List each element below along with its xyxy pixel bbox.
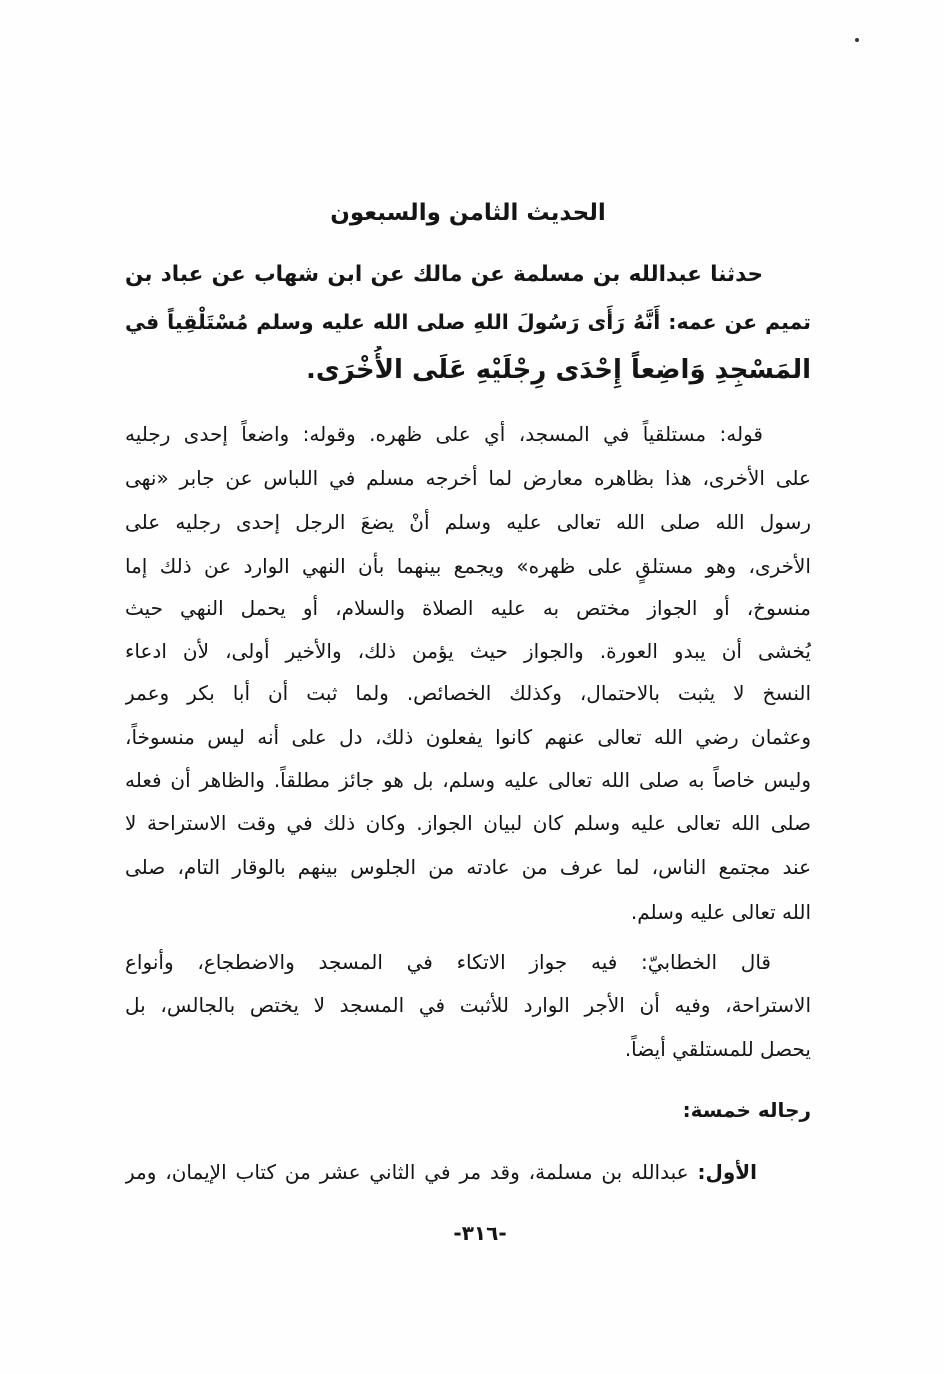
commentary-line: صلى الله تعالى عليه وسلم كان لبيان الجواز. وكان ذلك في وقت الاستراحة لا bbox=[125, 811, 811, 835]
khattabi-line: يحصل للمستلقي أيضاً. bbox=[624, 1037, 811, 1061]
narrators-heading: رجاله خمسة: bbox=[682, 1098, 811, 1122]
khattabi-line: قال الخطابيّ: فيه جواز الاتكاء في المسجد والاضطجاع، وأنواع bbox=[125, 950, 771, 974]
commentary-line: قوله: مستلقياً في المسجد، أي على ظهره. وقوله: واضعاً إحدى رجليه bbox=[125, 422, 763, 446]
commentary-line: وعثمان رضي الله تعالى عنهم كانوا يفعلون ذلك، دل على أنه ليس منسوخاً، bbox=[125, 725, 811, 749]
first-narrator-line bbox=[125, 1151, 811, 1193]
khattabi-line: الاستراحة، وفيه أن الأجر الوارد للأثبت في المسجد لا يختص بالجالس، بل bbox=[125, 993, 811, 1017]
commentary-line: الأخرى، وهو مستلقٍ على ظهره» ويجمع بينهما بأن النهي الوارد عن ذلك إما bbox=[125, 554, 811, 578]
commentary-line: الله تعالى عليه وسلم. bbox=[630, 900, 811, 924]
commentary-line: النسخ لا يثبت بالاحتمال، وكذلك الخصائص. ولما ثبت أن أبا بكر وعمر bbox=[125, 681, 811, 705]
hadith-line: حدثنا عبدالله بن مسلمة عن مالك عن ابن شهاب عن عباد بن bbox=[125, 262, 763, 287]
commentary-line: منسوخ، أو الجواز مختص به عليه الصلاة والسلام، أو يحمل النهي حيث bbox=[125, 596, 811, 620]
commentary-line: رسول الله صلى الله تعالى عليه وسلم أنْ يضعَ الرجل إحدى رجليه على bbox=[125, 510, 811, 534]
hadith-line: تميم عن عمه: أَنَّهُ رَأَى رَسُولَ اللهِ صلى الله عليه وسلم مُسْتَلْقِياً في bbox=[125, 310, 811, 334]
first-narrator-label: الأول: bbox=[697, 1160, 757, 1184]
page-number: -٣١٦- bbox=[453, 1221, 507, 1245]
commentary-line: عند مجتمع الناس، لما عرف من عادته من الجلوس بينهم بالوقار التام، صلى bbox=[125, 855, 811, 879]
commentary-line: يُخشى أن يبدو العورة. والجواز حيث يؤمن ذلك، والأخير أولى، لأن ادعاء bbox=[125, 639, 811, 663]
hadith-line: المَسْجِدِ وَاضِعاً إِحْدَى رِجْلَيْهِ عَلَى الأُخْرَى. bbox=[306, 355, 811, 385]
commentary-line: وليس خاصاً به صلى الله تعالى عليه وسلم، بل هو جائز مطلقاً. والظاهر أن فعله bbox=[125, 768, 811, 792]
page-title: الحديث الثامن والسبعون bbox=[330, 200, 606, 226]
first-narrator-text: عبدالله بن مسلمة، وقد مر في الثاني عشر من كتاب الإيمان، ومر bbox=[125, 1160, 689, 1184]
commentary-line: على الأخرى، هذا بظاهره معارض لما أخرجه مسلم في اللباس عن جابر «نهى bbox=[125, 466, 811, 490]
scan-speck bbox=[855, 38, 859, 42]
